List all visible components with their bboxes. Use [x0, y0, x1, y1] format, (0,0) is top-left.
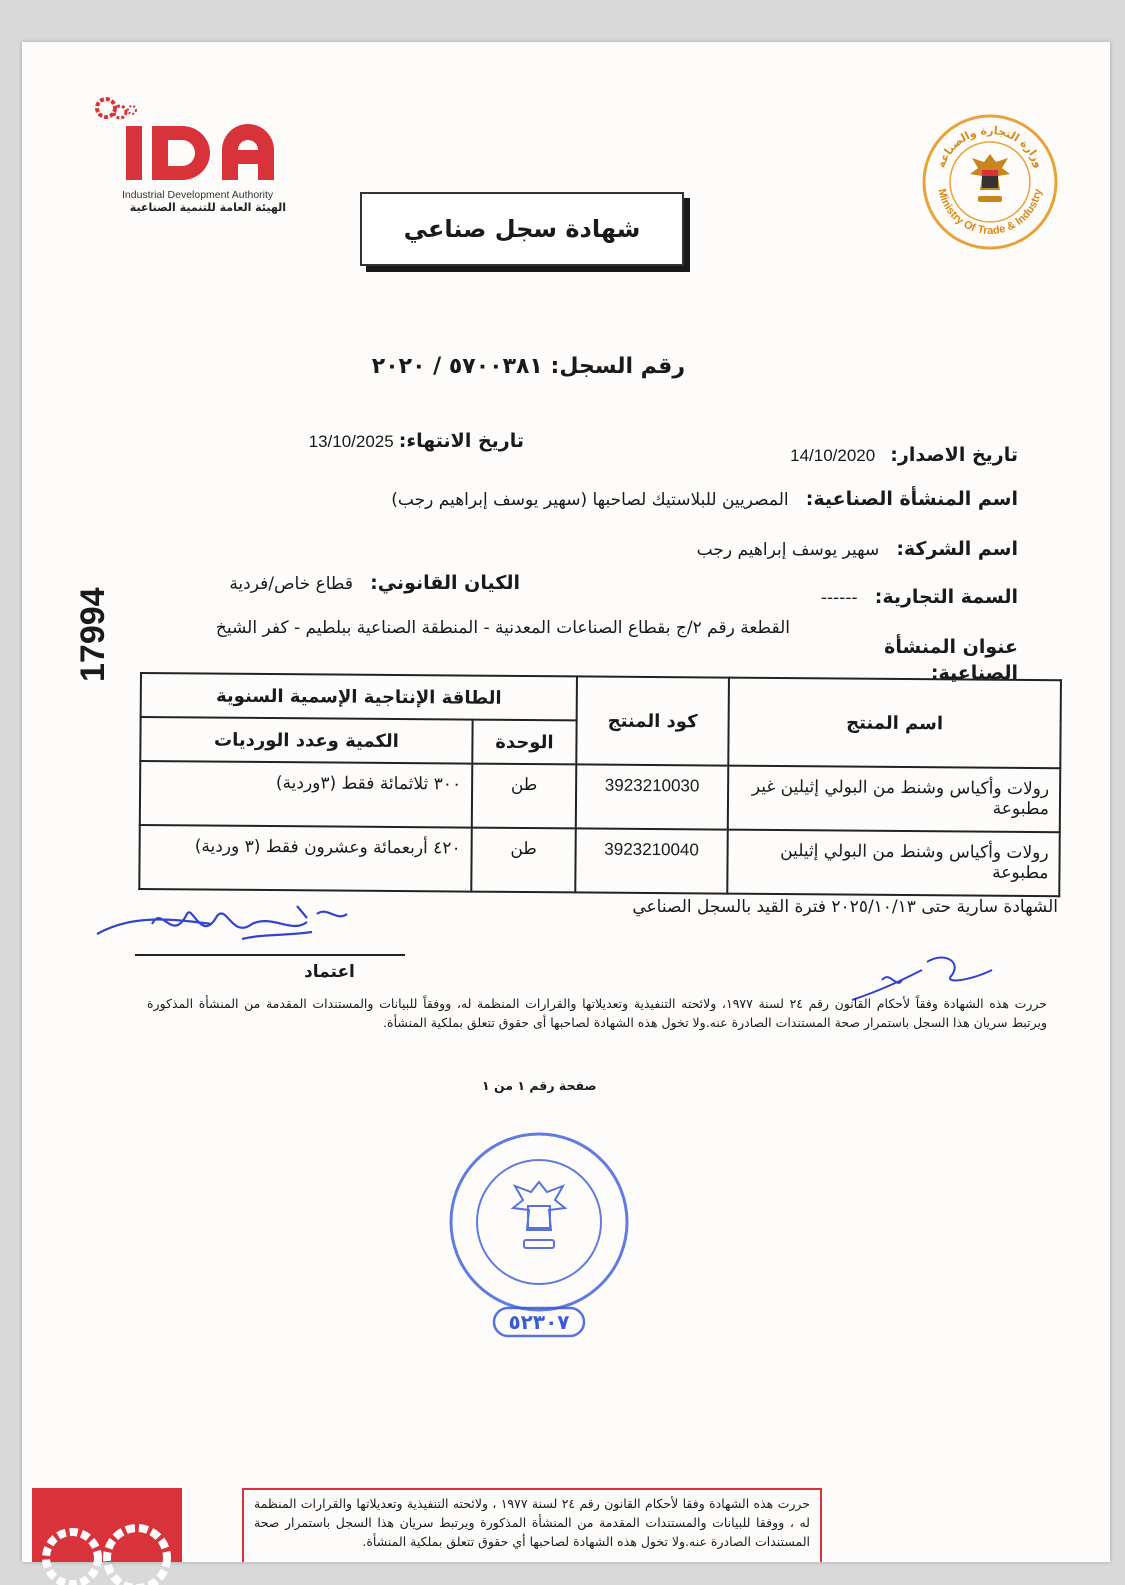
facility-name-field [391, 488, 1018, 510]
approval-signature [92, 894, 412, 994]
table-row [139, 825, 1059, 896]
row-product-code: 3923210030 [576, 764, 728, 829]
bottom-note-box [242, 1488, 822, 1562]
trade-name-field [821, 586, 1018, 608]
gear-icon [32, 1488, 182, 1562]
issue-label: تاريخ الاصدار: [890, 444, 1018, 466]
validity-note: الشهادة سارية حتى ٢٠٢٥/١٠/١٣ فترة القيد بالسجل الصناعي [632, 897, 1058, 917]
header-unit: الوحدة [472, 720, 576, 765]
trade-value: ------ [820, 588, 858, 608]
header-capacity: الطاقة الإنتاجية الإسمية السنوية [141, 673, 577, 720]
row-product-name: رولات وأكياس وشنط من البولي إثيلين غير مطبوعة [728, 766, 1060, 833]
ida-logo-graphic [92, 92, 292, 187]
expiry-value: 13/10/2025 [308, 432, 394, 451]
company-label: اسم الشركة: [896, 538, 1018, 560]
legal-note: حررت هذه الشهادة وفقاً لأحكام القانون رقم ٢٤ لسنة ١٩٧٧، ولائحته التنفيذية وتعديلاتها والقرارات المنظمة له، ووفقاً للبيانات والمستندات المقدمة من المنشأة المذكورة ويرتبط سريان هذا السجل باستمرار صحة المستندات الصادرة عنه.ولا تخول هذه الشهادة لصاحبها أى حقوق تتعلق بملكية المنشأة. [147, 996, 1048, 1030]
official-stamp [424, 1122, 654, 1352]
row-product-name: رولات وأكياس وشنط من البولي إثيلين مطبوعة [727, 830, 1059, 897]
row-quantity: ٤٢٠ أربعمائة وعشرون فقط (٣ وردية) [139, 825, 471, 892]
stamp-number: ٥٢٣٠٧ [508, 1310, 570, 1334]
legal-value: قطاع خاص/فردية [229, 574, 354, 594]
reg-value: ٥٧٠٠٣٨١ / ٢٠٢٠ [371, 354, 543, 379]
company-value: سهير يوسف إبراهيم رجب [696, 540, 880, 560]
ida-ar-name: الهيئة العامة للتنمية الصناعية [129, 201, 286, 214]
address-value: القطعة رقم ٢/ج بقطاع الصناعات المعدنية - المنطقة الصناعية ببلطيم - كفر الشيخ [215, 618, 790, 638]
certificate-title: شهادة سجل صناعي [360, 192, 684, 266]
ida-en-name: Industrial Development Authority [122, 189, 274, 201]
trade-label: السمة التجارية: [874, 586, 1018, 608]
issue-value: 14/10/2020 [790, 446, 876, 465]
facility-label: اسم المنشأة الصناعية: [805, 488, 1018, 510]
bottom-note: حررت هذه الشهادة وفقا لأحكام القانون رقم ٢٤ لسنة ١٩٧٧ ، ولائحته التنفيذية وتعديلاتها والقرارات المنظمة له ، ووفقا للبيانات والمستندات المقدمة من المنشأة المذكورة ويرتبط سريان هذا السجل باستمرار صحة المستندات الصادرة عنه.ولا تخول هذه الشهادة لصاحبها أي حقوق تتعلق بملكية المنشأة. [254, 1496, 810, 1549]
table-row [140, 761, 1060, 832]
row-quantity: ٣٠٠ ثلاثمائة فقط (٣وردية) [140, 761, 472, 828]
header-product-code: كود المنتج [576, 676, 729, 765]
bottom-logo-block [32, 1488, 182, 1562]
approval-label: اعتماد [304, 962, 355, 982]
seal-en-text: Ministry Of Trade & Industry [935, 187, 1045, 238]
header-quantity: الكمية وعدد الورديات [140, 717, 472, 764]
page-number: صفحة رقم ١ من ١ [482, 1078, 597, 1093]
next-page-strip [22, 1482, 1110, 1562]
row-product-code: 3923210040 [575, 828, 727, 893]
side-number: 17994 [74, 587, 112, 682]
reg-label: رقم السجل: [550, 354, 685, 379]
row-unit: طن [472, 764, 576, 829]
legal-entity-field [229, 572, 520, 594]
registration-number [372, 354, 685, 379]
company-name-field [697, 538, 1018, 560]
eagle-icon [513, 1182, 565, 1248]
header-product-name: اسم المنتج [728, 678, 1061, 769]
ida-logo [92, 92, 292, 222]
issue-date-field [790, 444, 1018, 466]
approval-line [135, 954, 405, 956]
production-table [138, 672, 1062, 897]
ministry-seal [920, 112, 1060, 252]
certificate-page [22, 42, 1110, 1562]
row-unit: طن [471, 828, 575, 893]
facility-value: المصريين للبلاستيك لصاحبها (سهير يوسف إبراهيم رجب) [391, 490, 789, 510]
expiry-label: تاريخ الانتهاء: [398, 430, 524, 452]
table-header-row [141, 673, 1061, 724]
seal-ar-text: وزارة التجارة والصناعة [934, 123, 1046, 170]
address-label: عنوان المنشأة الصناعية: [884, 636, 1018, 684]
expiry-date-field [309, 430, 524, 452]
legal-label: الكيان القانوني: [370, 572, 520, 594]
eagle-icon [970, 154, 1010, 202]
